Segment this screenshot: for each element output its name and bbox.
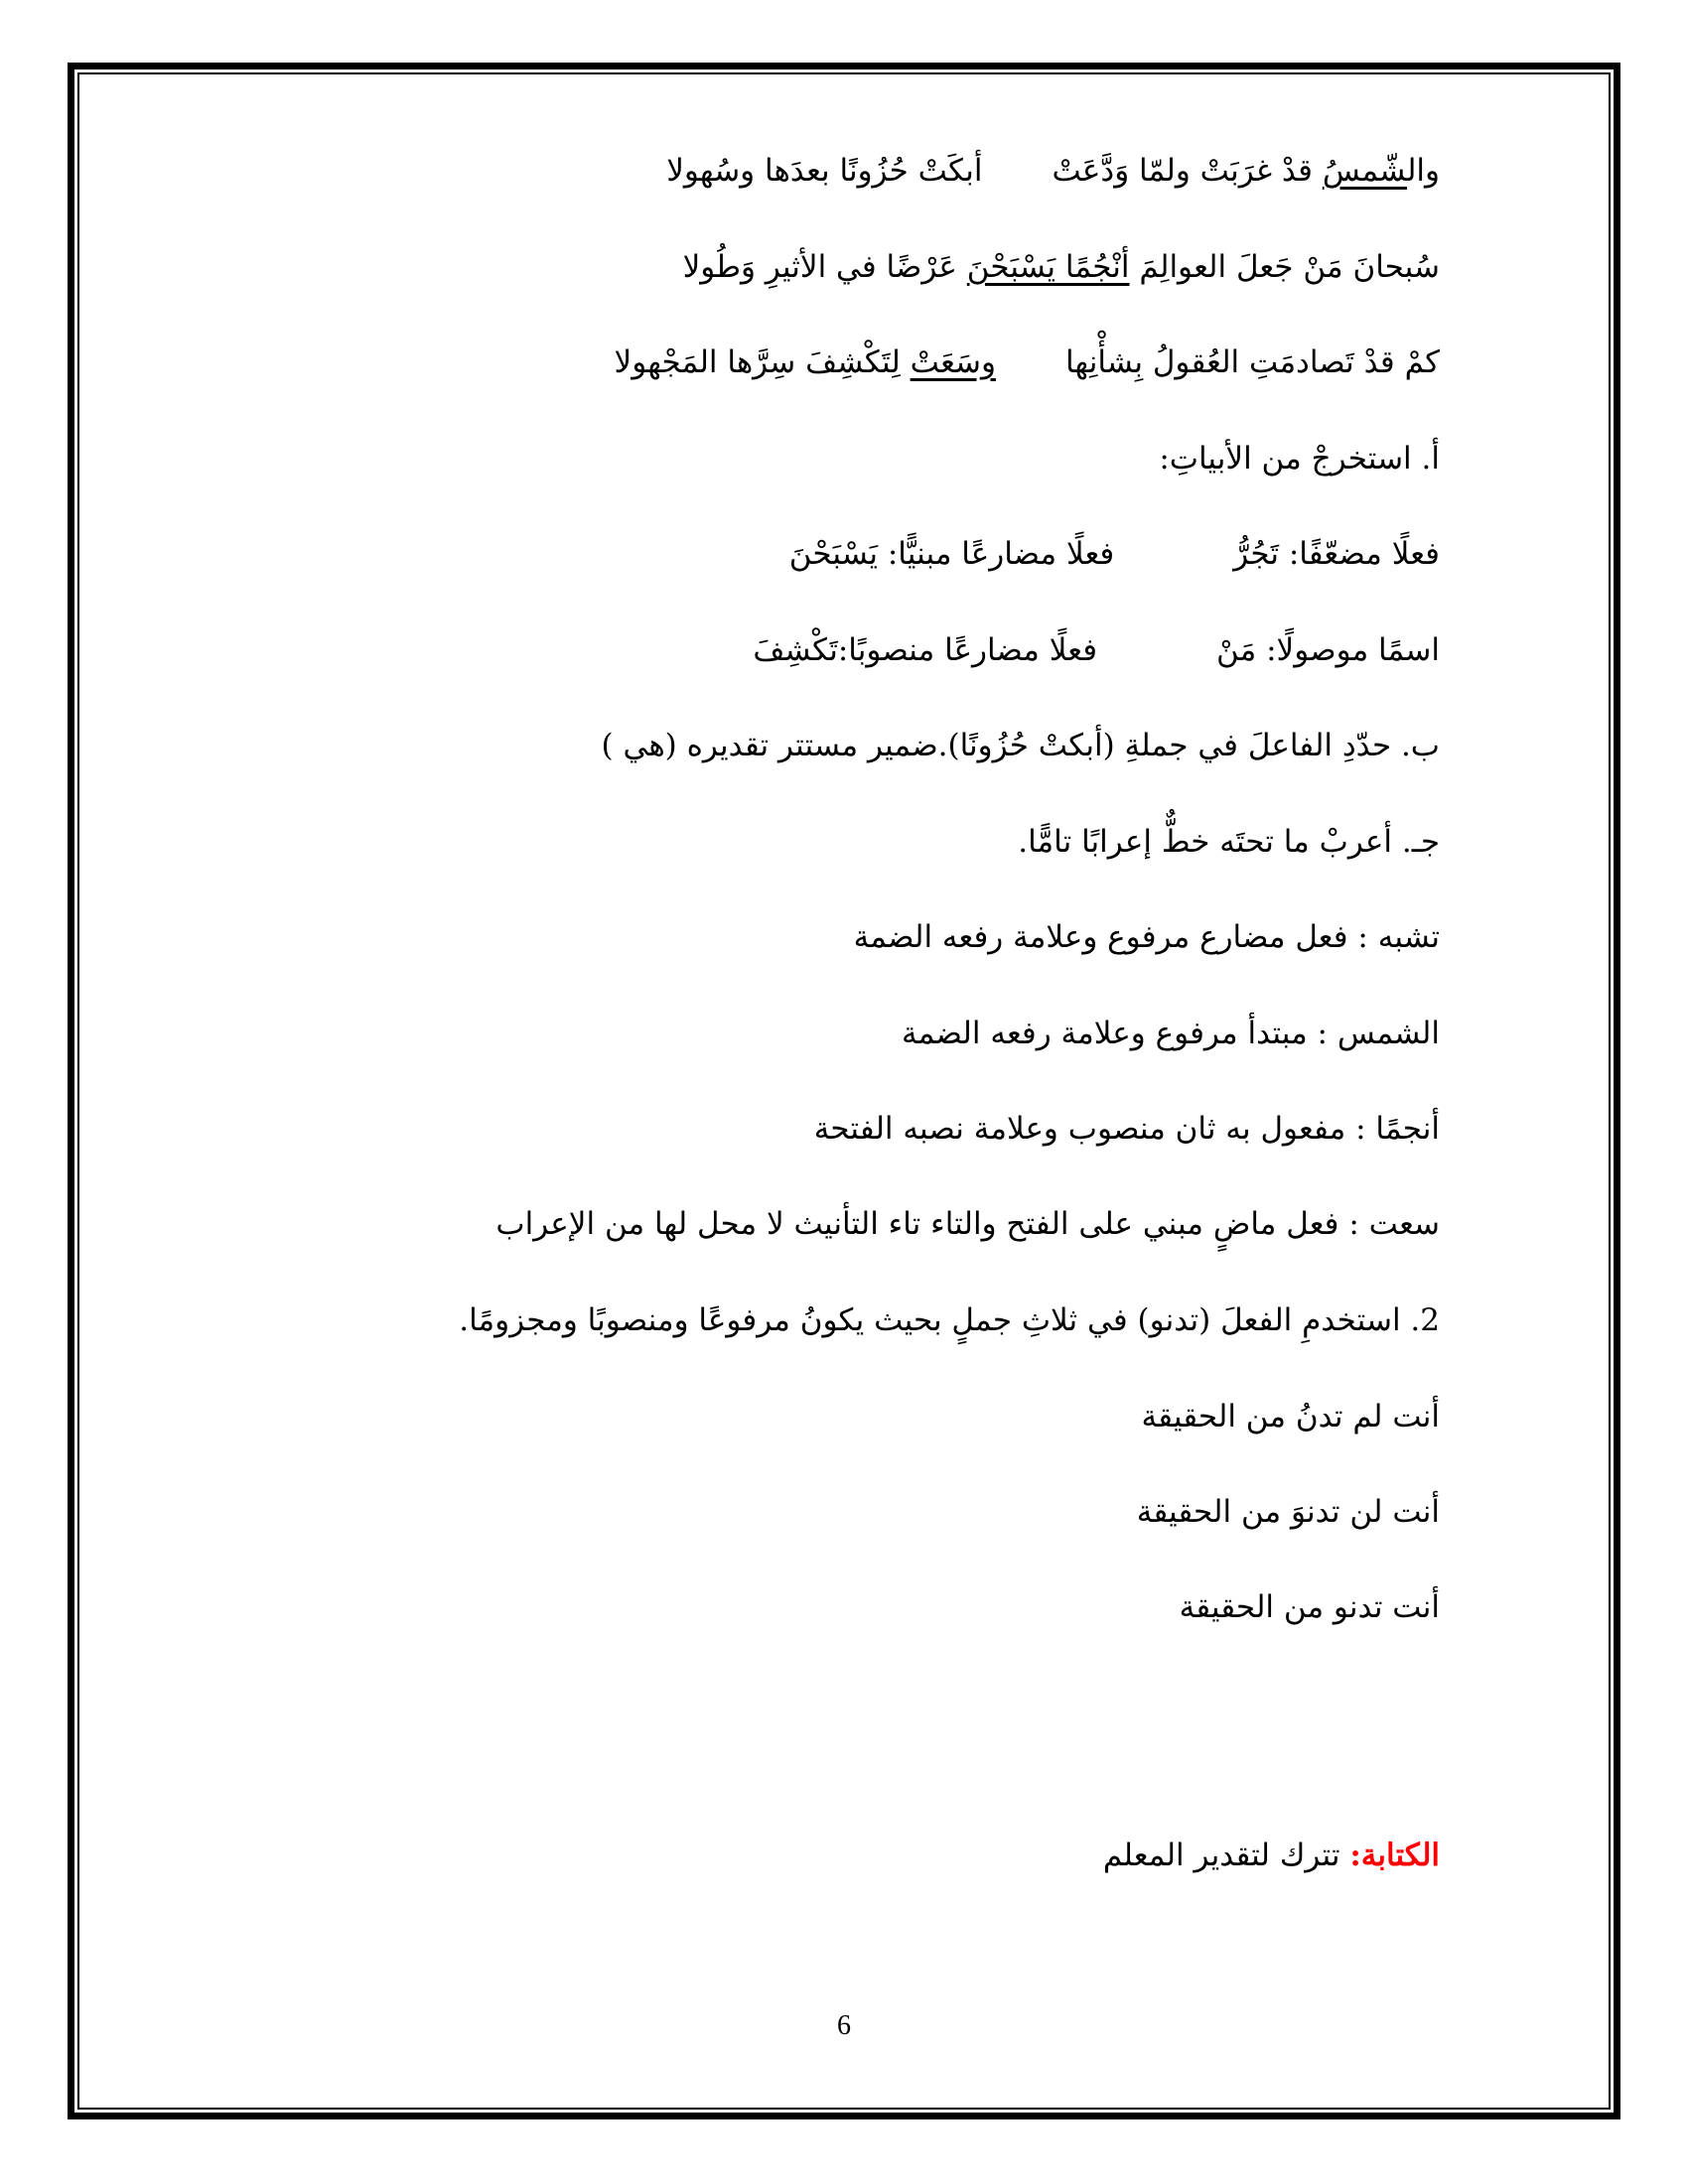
poem-line-2-underlined: أنْجُمًا يَسْبَحْنَ (966, 249, 1130, 285)
poem-line-3 (615, 342, 1440, 382)
answer-item: أنت تدنو من الحقيقة (1179, 1589, 1440, 1625)
poem-line-1-rest: قدْ غرَبَتْ ولمّا وَدَّعَتْ (1052, 153, 1323, 189)
poem-line-2-rest: عَرْضًا في الأثيرِ وَطُولا (682, 249, 967, 285)
poem-line-2 (683, 247, 1440, 287)
question-2-heading: 2. استخدمِ الفعلَ (تدنو) في ثلاثِ جملٍ بحيث يكونُ مرفوعًا ومنصوبًا ومجزومًا. (459, 1302, 1440, 1338)
question-a-item-3: اسمًا موصولًا: مَنْ (1216, 632, 1440, 668)
question-a-heading: أ. استخرجْ من الأبياتِ: (1159, 441, 1440, 477)
question-a-row-1 (789, 534, 1440, 574)
answer-item: الشمس : مبتدأ مرفوع وعلامة رفعه الضمة (901, 1016, 1440, 1051)
page-number: 6 (837, 2010, 851, 2041)
writing-label: الكتابة: (1349, 1838, 1440, 1873)
answer-item: أنجمًا : مفعول به ثان منصوب وعلامة نصبه الفتحة (813, 1111, 1440, 1147)
question-b: ب. حدّدِ الفاعلَ في جملةِ (أبكتْ حُزُونًا).ضمير مستتر تقديره (هي ) (601, 728, 1440, 763)
poem-line-3-underlined: وسَعَتْ (910, 344, 996, 380)
writing-section (1103, 1836, 1440, 1875)
writing-text: تترك لتقدير المعلم (1102, 1838, 1350, 1873)
answer-item: تشبه : فعل مضارع مرفوع وعلامة رفعه الضمة (853, 919, 1440, 955)
poem-line-3-first-hemistich: كمْ قدْ تَصادمَتِ العُقولُ بِشأْنِها (1064, 344, 1440, 380)
question-a-item-4: فعلًا مضارعًا منصوبًا:تَكْشِفَ (753, 632, 1098, 668)
question-a-item-2: فعلًا مضارعًا مبنيًّا: يَسْبَحْنَ (788, 536, 1115, 572)
question-a-item-1: فعلًا مضعّفًا: تَجُرُّ (1233, 536, 1440, 572)
answer-item: سعت : فعل ماضٍ مبني على الفتح والتاء تاء التأنيث لا محل لها من الإعراب (495, 1206, 1440, 1242)
poem-line-1 (666, 151, 1440, 191)
poem-line-1-second-hemistich: أبكَتْ حُزُونًا بعدَها وسُهولا (666, 153, 983, 189)
question-a-row-2 (753, 630, 1440, 670)
answer-item: أنت لم تدنُ من الحقيقة (1141, 1399, 1440, 1434)
poem-line-1-prefix: وال (1406, 153, 1440, 189)
question-c-heading: جـ. أعربْ ما تحتَه خطٌّ إعرابًا تامًّا. (1018, 824, 1440, 860)
poem-line-2-prefix: سُبحانَ مَنْ جَعلَ العوالِمَ (1129, 249, 1440, 285)
poem-line-3-rest: لِتَكْشِفَ سِرَّها المَجْهولا (614, 344, 911, 380)
poem-line-1-underlined: شّمسُ (1322, 153, 1407, 189)
answer-item: أنت لن تدنوَ من الحقيقة (1136, 1494, 1440, 1530)
